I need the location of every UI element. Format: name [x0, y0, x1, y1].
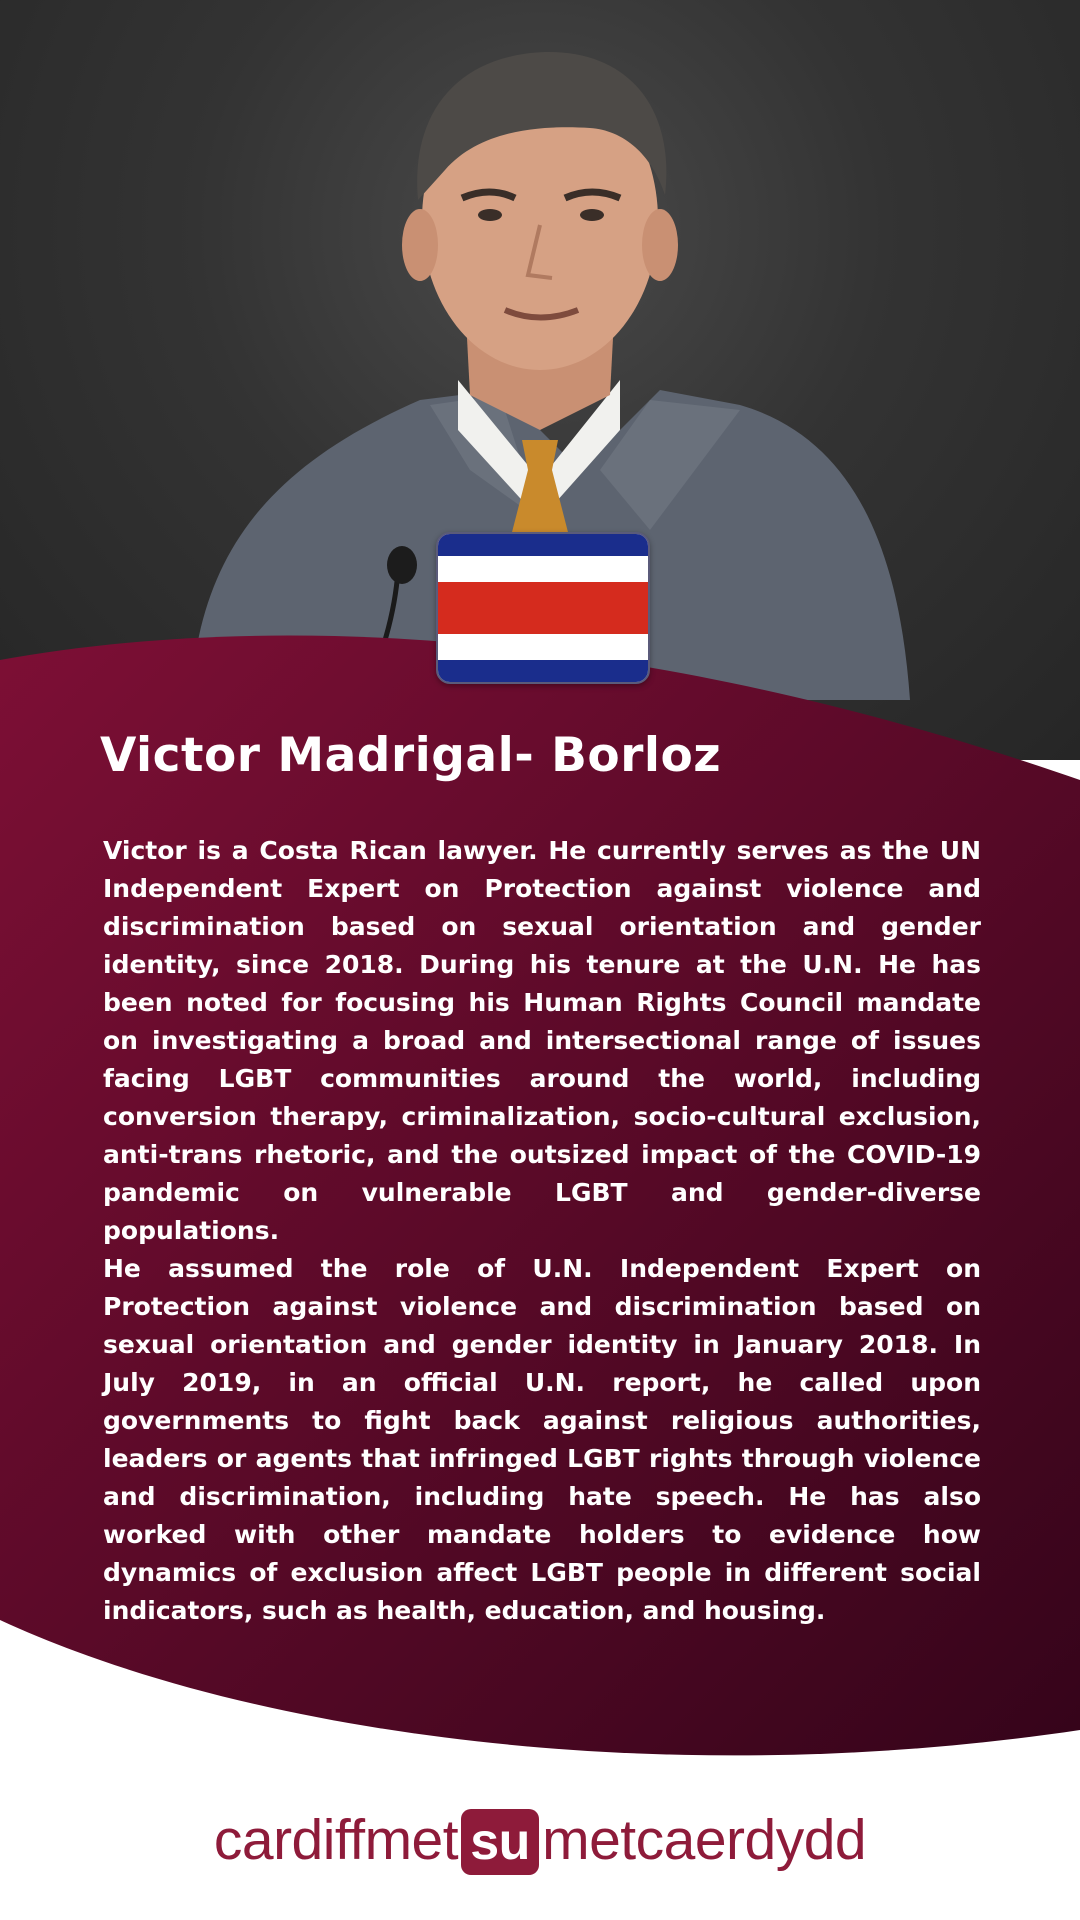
person-name: Victor Madrigal- Borloz: [100, 728, 722, 783]
flag-blue-top: [438, 534, 648, 556]
flag-red-center: [438, 582, 648, 634]
su-badge: su: [461, 1809, 539, 1875]
bio-paragraph: Victor is a Costa Rican lawyer. He currently serves as the UN Independent Expert on Protection against violence and discrimination based on sexual orientation and gender identity, since 2018. During his tenure at the U.N. He has been noted for focusing his Human Rights Council mandate on investigating a broad and intersectional range of issues facing LGBT communities around the world, including conversion therapy, criminalization, socio-cultural exclusion, anti-trans rhetoric, and the outsized impact of the COVID-19 pandemic on vulnerable LGBT and gender-diverse populations.: [103, 836, 981, 1245]
bio-paragraph: He assumed the role of U.N. Independent Expert on Protection against violence and discrimination based on sexual orientation and gender identity in January 2018. In July 2019, in an official U.N. report, he called upon governments to fight back against religious authorities, leaders or agents that infringed LGBT rights through violence and discrimination, including hate speech. He has also worked with other mandate holders to evidence how dynamics of exclusion affect LGBT people in different social indicators, such as health, education, and housing.: [103, 1254, 981, 1625]
flag-white-bottom: [438, 634, 648, 660]
logo-text-right: metcaerdydd: [542, 1808, 867, 1872]
logo-text-left: cardiffmet: [213, 1808, 459, 1872]
cardiffmet-su-logo: [0, 1795, 1080, 1885]
flag-white-top: [438, 556, 648, 582]
flag-blue-bottom: [438, 660, 648, 682]
costa-rica-flag: [436, 532, 650, 684]
